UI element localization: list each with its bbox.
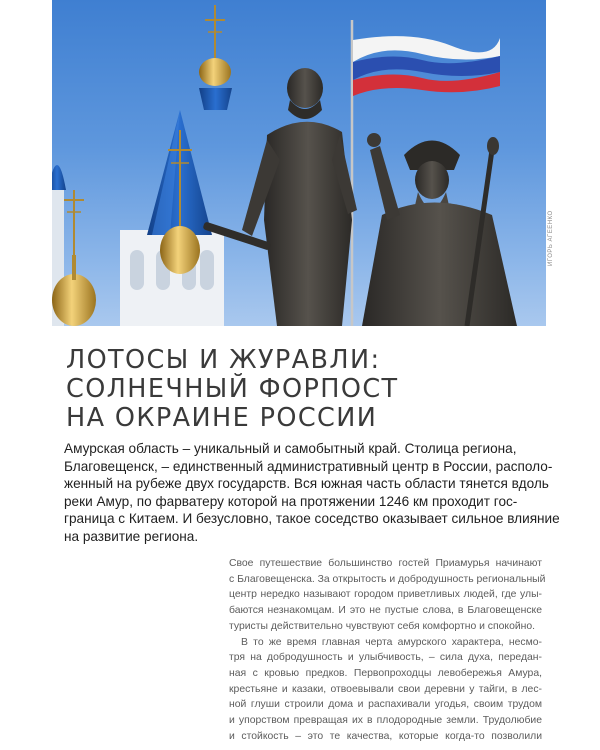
lead-line: на развитие региона. [64,528,199,544]
statue-bishop [362,133,517,326]
headline-line: ЛОТОСЫ И ЖУРАВЛИ: [66,345,381,375]
body-line: Свое путешествие большинство гостей Приамурья начинают [229,558,542,569]
body-line: баются незнакомцам. И это не пустые слова, в Благовещенске [229,605,542,617]
lead-line: женный на рубеже двух государств. Вся южная часть области тянется вдоль [64,476,549,492]
article-photo [52,0,546,326]
headline-line: СОЛНЕЧНЫЙ ФОРПОСТ [66,374,399,404]
body-line: ная с кровью предков. Первопроходцы левобережья Амура, [229,667,542,679]
photo-credit: ИГОРЬ АГЕЕНКО [548,210,554,266]
lead-line: граница с Китаем. И безусловно, такое соседство оказывает сильное влияние [64,511,560,527]
lead-line: реки Амур, по фарватеру которой на протяжении 1246 км проходит гос- [64,493,518,509]
body-line: В то же время главная черта амурского характера, несмо- [241,636,542,648]
lead-line: Амурская область – уникальный и самобытный край. Столица региона, [64,441,517,456]
body-line: центр нередко называют городом приветливых людей, где улы- [229,589,542,601]
lead-line: Благовещенск, – единственный административный центр в России, располо- [64,458,553,474]
headline-line: НА ОКРАИНЕ РОССИИ [66,403,378,433]
body-text [229,556,546,744]
church [52,5,232,326]
body-line: с Благовещенска. За открытость и добродушность региональный [229,573,546,585]
body-line: крестьяне и казаки, отвоевывали свои деревни у тайги, в лес- [229,683,542,695]
body-line: и упорством превращая их в плодородные земли. Трудолюбие [229,715,542,727]
body-line: тря на добродушность и улыбчивость, – сила духа, передан- [229,652,542,664]
body-line: ной глуши строили дома и распахивали угодья, своим трудом [229,699,542,711]
body-line: туристы действительно чувствуют себя комфортно и спокойно. [229,620,536,632]
body-line: и стойкость – это те качества, которые когда-то позволили [229,730,542,742]
lead-paragraph [64,440,560,546]
monument-illustration [52,0,546,326]
article-headline [66,346,536,433]
